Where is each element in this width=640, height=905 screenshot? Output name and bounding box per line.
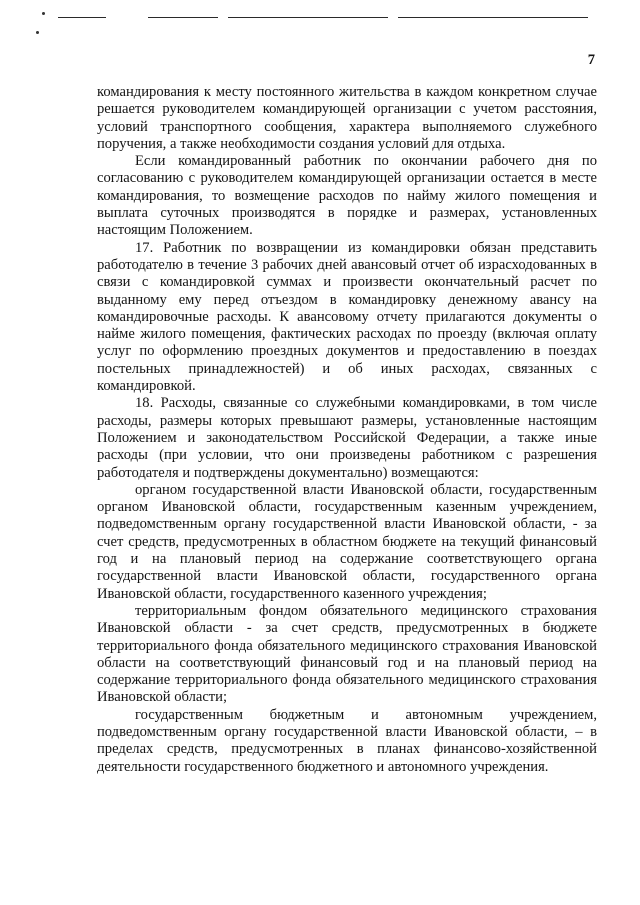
list-item-state-authority: органом государственной власти Ивановской области, государственным органом Ивановской области, государственным казенным учреждением, подведомственным органу государственной власти Ивановской области, - за счет средств, предусмотренных в областном бюджете на текущий финансовый год и на плановый период на содержание соответствующего органа государственной власти Ивановской области, государственного органа Ивановской области, государственного казенного учреждения; xyxy=(97,481,597,602)
paragraph-17-advance-report: 17. Работник по возвращении из командировки обязан представить работодателю в течение 3 рабочих дней авансовый отчет об израсходованных в связи с командировкой суммах и произвести окончательный расчет по выданному ему перед отъездом в командировку денежному авансу на командировочные расходы. К авансовому отчету прилагаются документы о найме жилого помещения, фактических расходах по проезду (включая оплату услуг по оформлению проездных документов и предоставлению в поездах постельных принадлежностей) и об иных расходах, связанных с командировкой. xyxy=(97,239,597,395)
scan-artifact-line xyxy=(58,17,106,18)
page-number: 7 xyxy=(587,52,595,68)
scan-artifact-line xyxy=(398,17,588,18)
list-item-budget-institutions: государственным бюджетным и автономным учреждением, подведомственным органу государственной власти Ивановской области, – в пределах средств, предусмотренных в планах финансово-хозяйственной деятельности государственного бюджетного и автономного учреждения. xyxy=(97,706,597,775)
paragraph-continuation: командирования к месту постоянного жительства в каждом конкретном случае решается руководителем командирующей организации с учетом расстояния, условий транспортного сообщения, характера выполняемого служебного поручения, а также необходимости создания условий для отдыха. xyxy=(97,84,597,152)
scan-artifact-line xyxy=(228,17,388,18)
paragraph-18-expenses: 18. Расходы, связанные со служебными командировками, в том числе расходы, размеры которых превышают размеры, установленные настоящим Положением и законодательством Российской Федерации, а также иные расходы (при условии, что они произведены работником с разрешения работодателя и подтверждены документально) возмещаются: xyxy=(97,395,597,481)
scan-artifact-dot xyxy=(36,31,39,34)
list-item-territorial-fund: территориальным фондом обязательного медицинского страхования Ивановской области - за счет средств, предусмотренных в бюджете территориального фонда обязательного медицинского страхования Ивановской области на соответствующий финансовый год и на плановый период на содержание территориального фонда обязательного медицинского страхования Ивановской области; xyxy=(97,602,597,706)
paragraph-overtime-stay: Если командированный работник по окончании рабочего дня по согласованию с руководителем командирующей организации остается в месте командирования, то возмещение расходов по найму жилого помещения и выплата суточных производятся в порядке и размерах, установленных настоящим Положением. xyxy=(97,153,597,239)
document-body xyxy=(97,84,597,776)
scan-artifact-line xyxy=(148,17,218,18)
scan-artifact-dot xyxy=(42,12,45,15)
